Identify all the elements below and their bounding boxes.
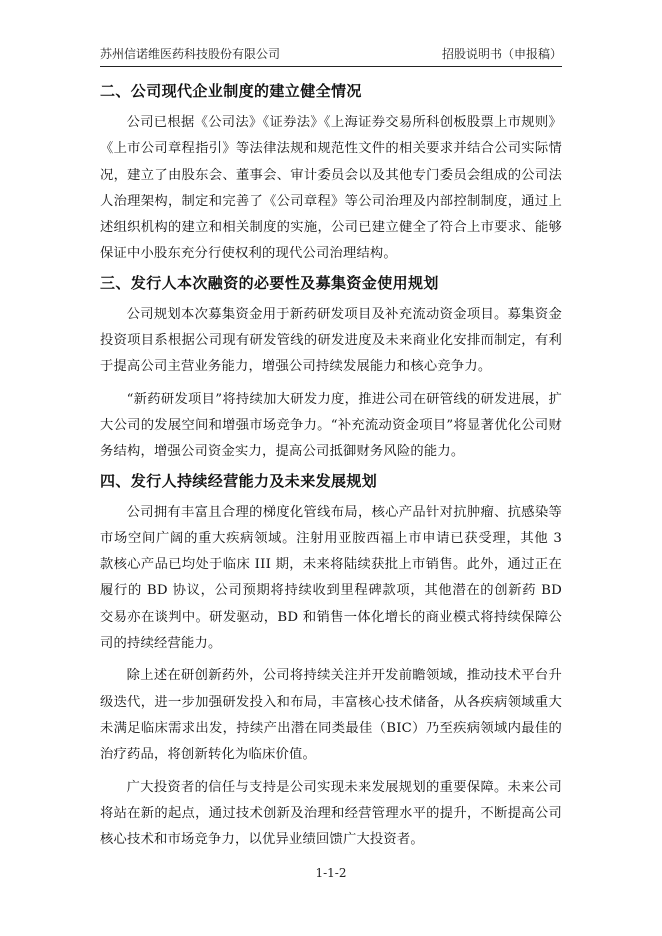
section-heading-3: 三、发行人本次融资的必要性及募集资金使用规划 [100,273,439,292]
section-4-paragraph-3: 广大投资者的信任与支持是公司实现未来发展规划的重要保障。未来公司将站在新的起点，通过技术创新及治理和经营管理水平的提升，不断提高公司核心技术和市场竞争力，以优异业绩回馈广大投资者。 [100,779,562,848]
section-3-paragraph-2: “新药研发项目”将持续加大研发力度，推进公司在研管线的研发进展，扩大公司的发展空间和增强市场竞争力。“补充流动资金项目”将显著优化公司财务结构，增强公司资金实力，提高公司抵御财务风险的能力。 [100,391,562,460]
page-header [100,44,562,67]
header-document-type: 招股说明书（申报稿） [441,47,562,61]
document-body [100,76,562,853]
header-company-name: 苏州信诺维医药科技股份有限公司 [100,47,281,61]
section-2-paragraph-1: 公司已根据《公司法》《证券法》《上海证券交易所科创板股票上市规则》《上市公司章程指引》等法律法规和规范性文件的相关要求并结合公司实际情况，建立了由股东会、董事会、审计委员会以及其他专门委员会组成的公司法人治理架构，制定和完善了《公司章程》等公司治理及内部控制制度，通过上述组织机构的建立和相关制度的实施，公司已建立健全了符合上市要求、能够保证中小股东充分行使权利的现代公司治理结构。 [100,115,562,262]
page-number: 1-1-2 [315,866,347,880]
section-heading-4: 四、发行人持续经营能力及未来发展规划 [100,471,378,490]
section-3-paragraph-1: 公司规划本次募集资金用于新药研发项目及补充流动资金项目。募集资金投资项目系根据公司现有研发管线的研发进度及未来商业化安排而制定，有利于提高公司主营业务能力，增强公司持续发展能力和核心竞争力。 [100,306,562,375]
section-heading-2: 二、公司现代企业制度的建立健全情况 [100,82,362,100]
section-4-paragraph-1: 公司拥有丰富且合理的梯度化管线布局，核心产品针对抗肿瘤、抗感染等市场空间广阔的重大疾病领域。注射用亚胺西福上市申请已获受理，其他 3 款核心产品已均处于临床 III 期，未来将陆续获批上市销售。此外，通过正在履行的 BD 协议，公司预期将持续收到里程碑款项，其他潜在的创新药 BD 交易亦在谈判中。研发驱动，BD 和销售一体化增长的商业模式将持续保障公司的持续经营能力。 [100,504,562,652]
section-4-paragraph-2: 除上述在研创新药外，公司将持续关注并开发前瞻领域，推动技术平台升级迭代，进一步加强研发投入和布局，丰富核心技术储备，从各疾病领域重大未满足临床需求出发，持续产出潜在同类最佳（BIC）乃至疾病领域内最佳的治疗药品，将创新转化为临床价值。 [100,668,562,763]
